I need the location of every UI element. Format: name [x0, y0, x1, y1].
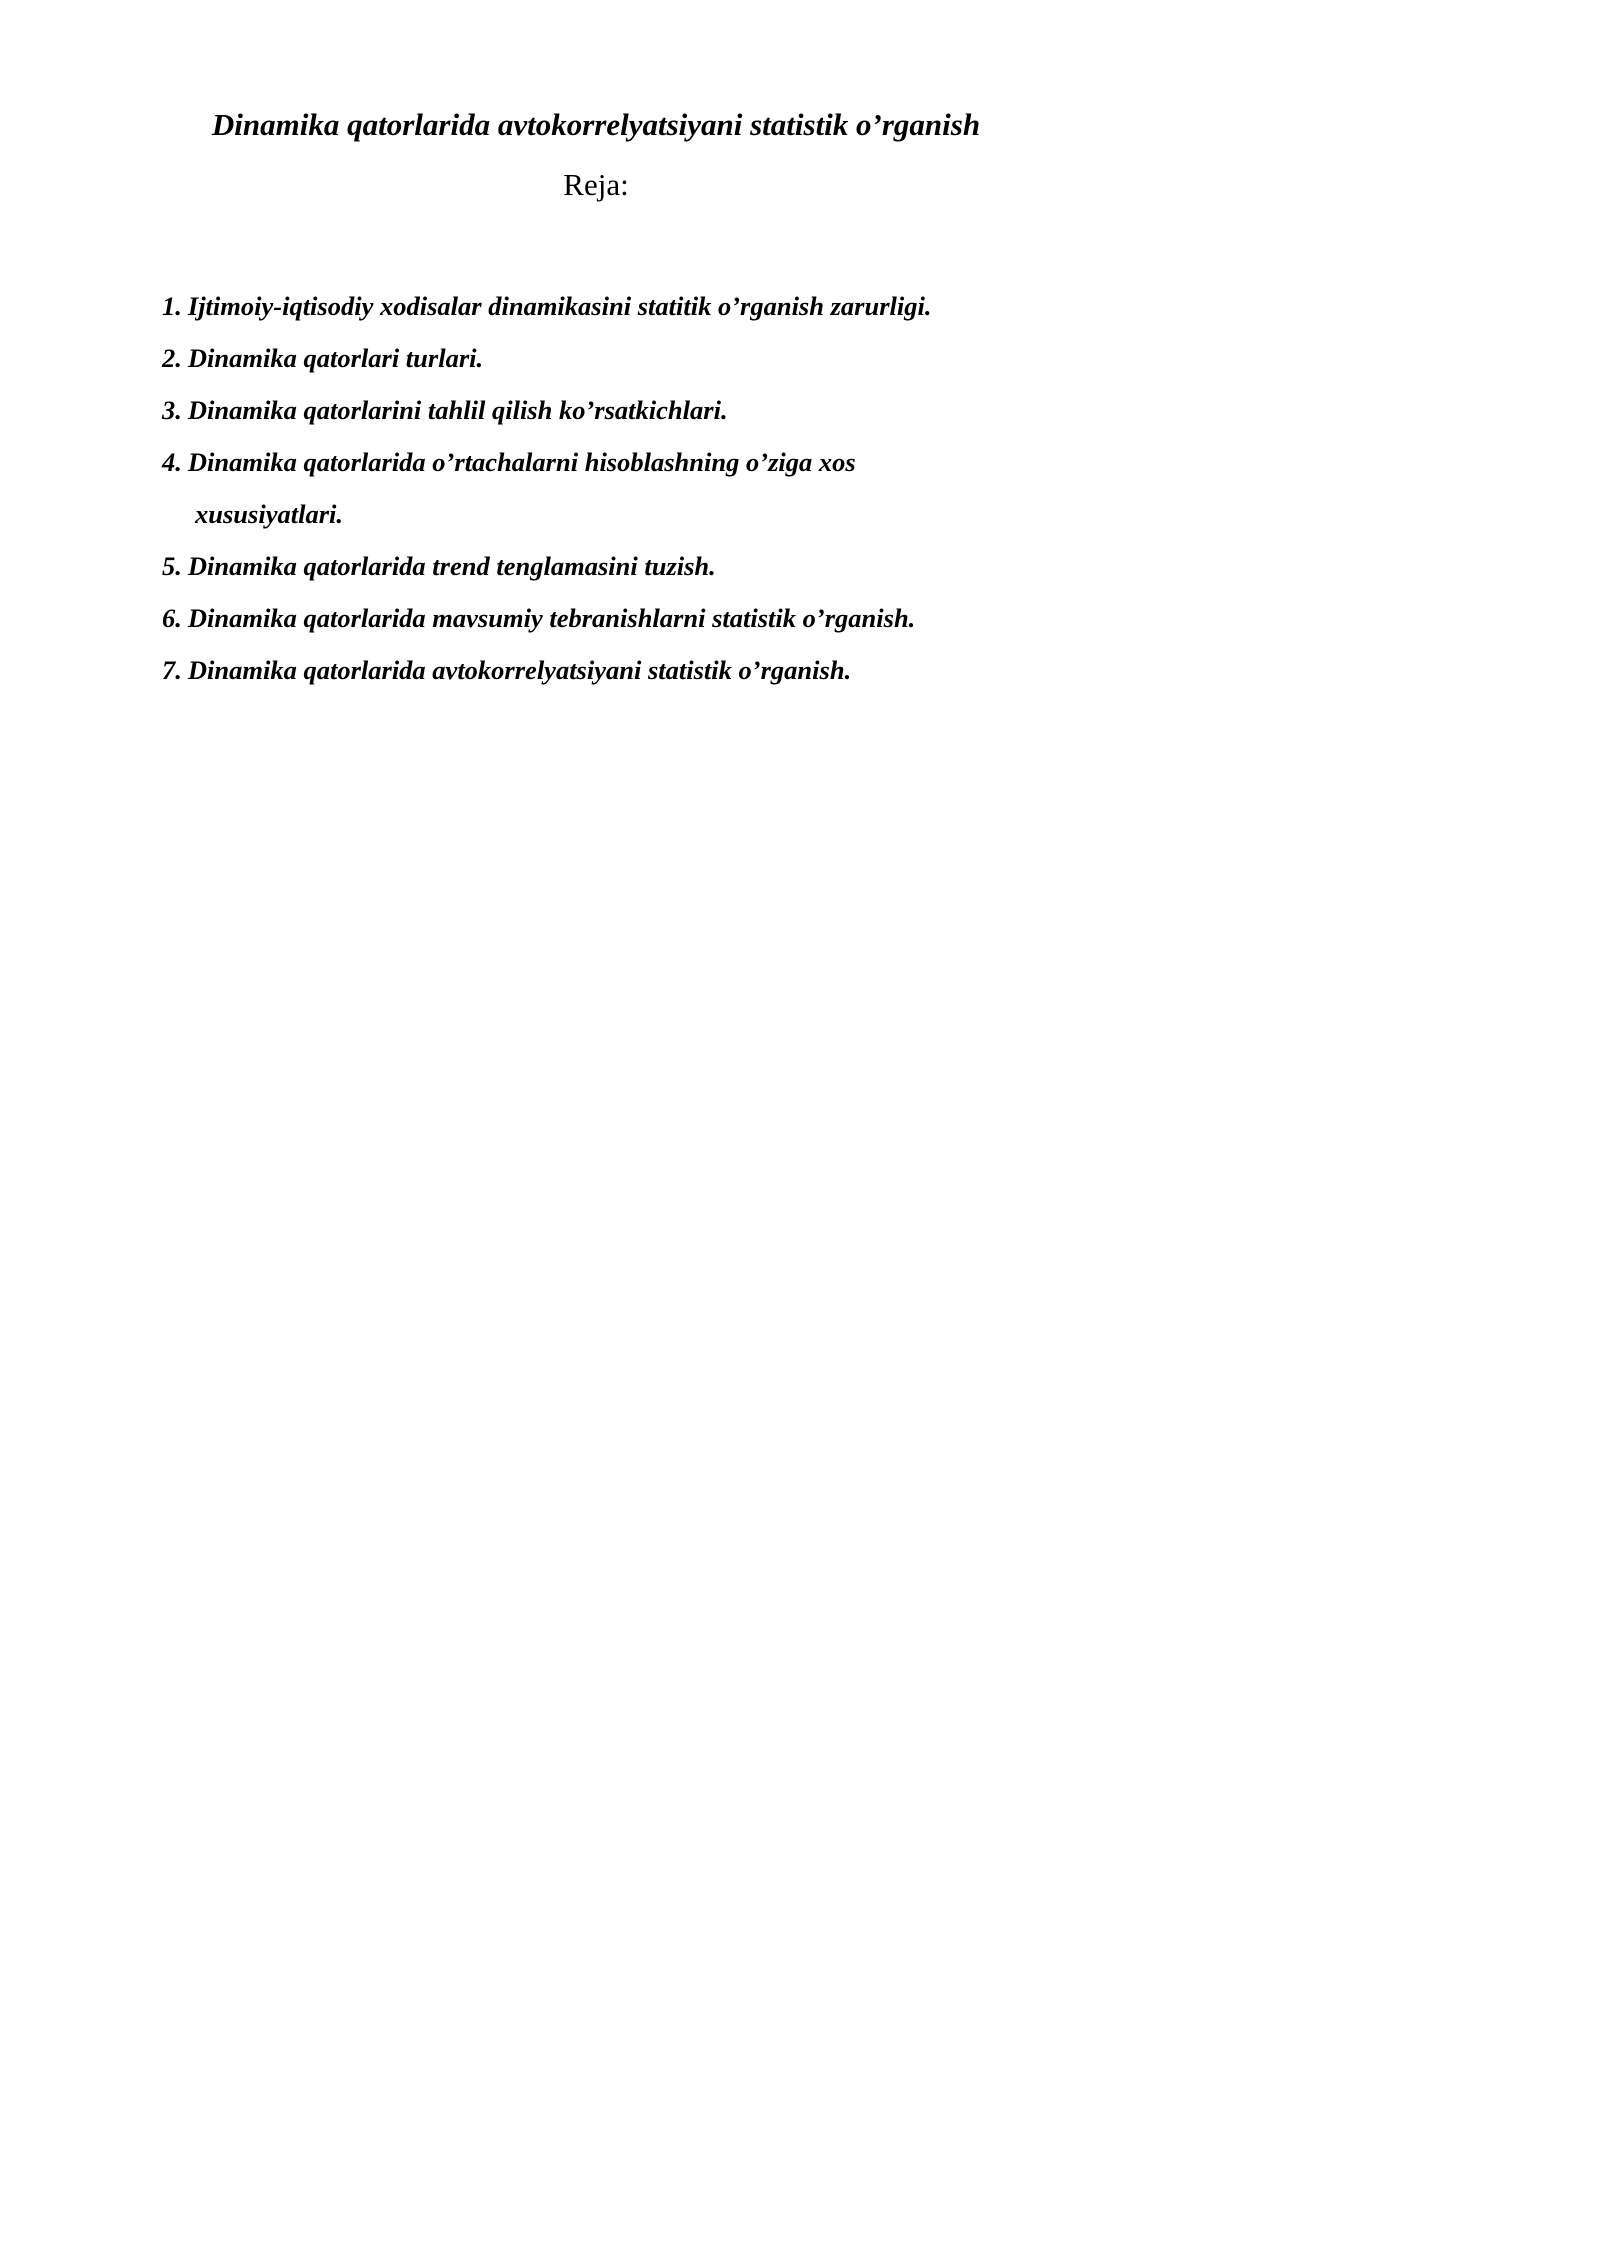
outline-item-text: Dinamika qatorlarini tahlil qilish ko’rsatkichlari.: [187, 395, 728, 425]
outline-item-number: 6.: [162, 603, 182, 633]
outline-item-number: 5.: [162, 551, 182, 581]
outline-item: [162, 436, 1062, 540]
outline-item-text: Dinamika qatorlari turlari.: [187, 343, 484, 373]
document-page: [0, 0, 1122, 1587]
plan-heading-text: Reja:: [563, 167, 629, 202]
outline-item-number: 7.: [162, 655, 182, 685]
outline-item: [162, 384, 1062, 436]
outline-item-text: Dinamika qatorlarida trend tenglamasini tuzish.: [187, 551, 716, 581]
outline-item: [162, 280, 1062, 332]
page-title-text: Dinamika qatorlarida avtokorrelyatsiyani statistik o’rganish: [211, 107, 981, 142]
outline-item: [162, 592, 1062, 644]
plan-heading: [0, 166, 1122, 204]
outline-item-number: 1.: [162, 291, 182, 321]
plan-outline: [162, 280, 1062, 696]
outline-item-text: Dinamika qatorlarida mavsumiy tebranishlarni statistik o’rganish.: [187, 603, 916, 633]
outline-item-number: 3.: [162, 395, 182, 425]
outline-item: [162, 540, 1062, 592]
page-title: [0, 106, 1122, 144]
outline-item-number: 4.: [162, 447, 182, 477]
outline-item-continuation: xususiyatlari.: [195, 499, 344, 529]
outline-item-number: 2.: [162, 343, 182, 373]
outline-item-text: Ijtimoiy-iqtisodiy xodisalar dinamikasini statitik o’rganish zarurligi.: [187, 291, 932, 321]
outline-item: [162, 332, 1062, 384]
outline-item-text: Dinamika qatorlarida o’rtachalarni hisoblashning o’ziga xos: [187, 447, 856, 477]
outline-item: [162, 644, 1062, 696]
outline-item-text: Dinamika qatorlarida avtokorrelyatsiyani statistik o’rganish.: [187, 655, 852, 685]
